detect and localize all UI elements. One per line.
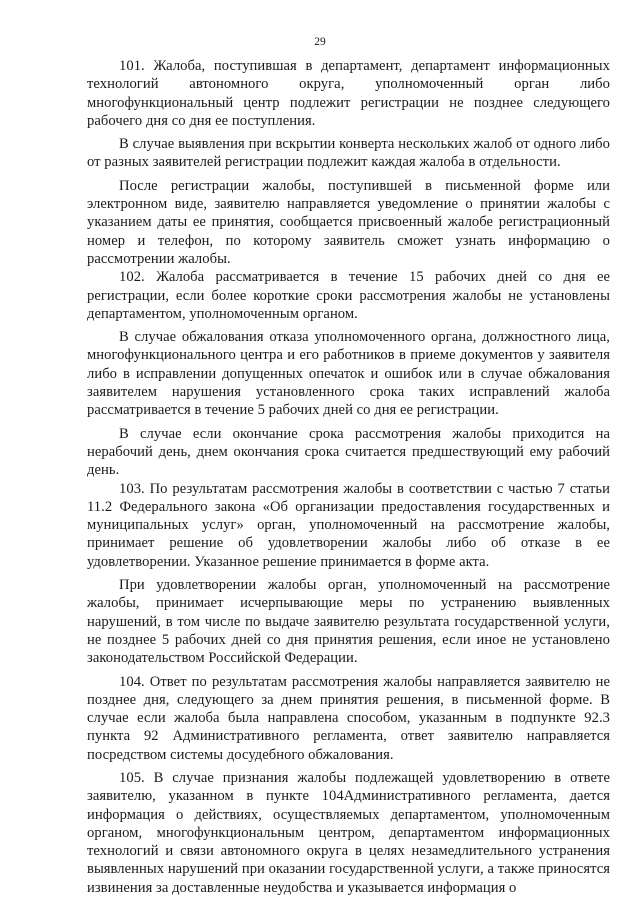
paragraph-104: 104. Ответ по результатам рассмотрения жалобы направляется заявителю не позднее дня, следующего за днем принятия решения, в письменной форме. В случае если жалоба была направлена способом, указанным в подпункте 92.3 пункта 92 Административного регламента, ответ заявителю направляется посредством системы досудебного обжалования. <box>87 673 610 763</box>
paragraph-103: 103. По результатам рассмотрения жалобы в соответствии с частью 7 статьи 11.2 Федерального закона «Об организации предоставления государственных и муниципальных услуг» орган, уполномоченный на рассмотрение жалобы, принимает решение об удовлетворении жалобы либо об отказе в ее удовлетворении. Указанное решение принимается в форме акта. <box>87 480 610 570</box>
paragraph-103-satisfaction-measures: При удовлетворении жалобы орган, уполномоченный на рассмотрение жалобы, принимает исчерпывающие меры по устранению выявленных нарушений, в том числе по выдаче заявителю результата государственной услуги, не позднее 5 рабочих дней со дня принятия решения, если иное не установлено законодательством Российской Федерации. <box>87 577 610 667</box>
paragraph-102-refusal-appeal: В случае обжалования отказа уполномоченного органа, должностного лица, многофункционального центра и его работников в приеме документов у заявителя либо в исправлении допущенных опечаток и ошибок или в случае обжалования заявителем нарушения установленного срока таких исправлений жалоба рассматривается в течение 5 рабочих дней со дня ее регистрации. <box>87 329 610 419</box>
paragraph-101: 101. Жалоба, поступившая в департамент, департамент информационных технологий автономного округа, уполномоченный орган либо многофункциональный центр подлежит регистрации не позднее следующего рабочего дня со дня ее поступления. <box>87 58 610 129</box>
paragraph-105: 105. В случае признания жалобы подлежащей удовлетворению в ответе заявителю, указанном в пункте 104Административного регламента, дается информация о действиях, осуществляемых департаментом, уполномоченным органом, многофункциональным центром, департаментом информационных технологий и связи автономного округа в целях незамедлительного устранения выявленных нарушений при оказании государственной услуги, а также приносятся извинения за доставленные неудобства и указывается информация о <box>87 769 610 896</box>
paragraph-101-envelope: В случае выявления при вскрытии конверта нескольких жалоб от одного либо от разных заявителей регистрации подлежит каждая жалоба в отдельности. <box>87 136 610 171</box>
paragraph-101-registration-notice: После регистрации жалобы, поступившей в письменной форме или электронном виде, заявителю направляется уведомление о принятии жалобы с указанием даты ее принятия, сообщается присвоенный жалобе регистрационный номер и телефон, по которому заявитель сможет узнать информацию о рассмотрении жалобы. <box>87 177 610 267</box>
document-body <box>87 57 610 897</box>
paragraph-102-nonworking-day: В случае если окончание срока рассмотрения жалобы приходится на нерабочий день, днем окончания срока считается предшествующий ему рабочий день. <box>87 425 610 479</box>
paragraph-102: 102. Жалоба рассматривается в течение 15 рабочих дней со дня ее регистрации, если более короткие сроки рассмотрения жалобы не установлены департаментом, уполномоченным органом. <box>87 269 610 322</box>
page-number: 29 <box>314 36 326 48</box>
